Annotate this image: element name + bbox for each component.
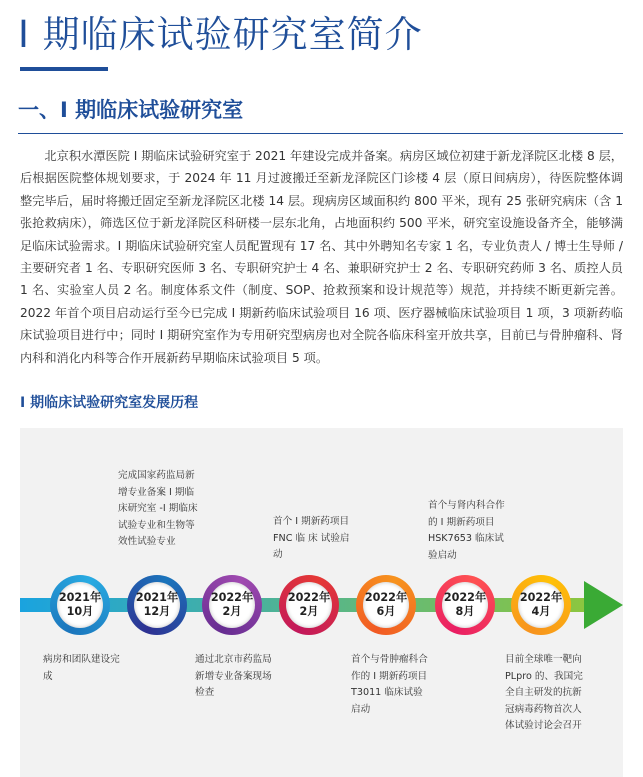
section-divider [18,133,623,134]
milestone-description: 首个 I 期新药项目 FNC 临 床 试验启动 [273,516,350,561]
milestone-node [127,575,187,635]
milestone-year: 2022年 [364,591,408,604]
milestone-node [279,575,339,635]
milestone-year: 2022年 [443,591,487,604]
milestone-year: 2022年 [210,591,254,604]
milestone-description: 完成国家药监局新增专业备案 I 期临床研究室 -I 期临床试验专业和生物等效性试验专业 [118,470,198,548]
milestone-node [50,575,110,635]
milestone-month: 6月 [376,605,396,618]
milestone-description: 病房和团队建设完成 [43,654,120,682]
timeline-heading: I 期临床试验研究室发展历程 [20,395,199,411]
milestone-month: 10月 [66,605,94,618]
timeline-arrow-head [584,581,623,629]
title-underline [20,67,108,71]
milestone-date [57,582,103,628]
milestone-description: 首个与肾内科合作的 I 期新药项目 HSK7653 临床试验启动 [428,500,505,561]
milestone-month: 2月 [299,605,319,618]
milestone-description: 目前全球唯一靶向 PLpro 的、我国完全自主研发的抗新冠病毒药物首次人体试验讨论会召开 [505,654,583,732]
milestone-month: 2月 [222,605,242,618]
milestone-date [518,582,564,628]
milestone-description: 通过北京市药监局新增专业备案现场检查 [195,654,272,699]
milestone-year: 2021年 [58,591,102,604]
milestone-month: 8月 [455,605,475,618]
milestone-node [435,575,495,635]
milestone-month: 12月 [143,605,171,618]
milestone-description: 首个与骨肿瘤科合作的 I 期新药项目 T3011 临床试验启动 [351,654,428,715]
milestone-year: 2021年 [135,591,179,604]
milestone-date [442,582,488,628]
milestone-date [363,582,409,628]
section-heading: 一、I 期临床试验研究室 [18,98,244,122]
milestone-year: 2022年 [519,591,563,604]
milestone-year: 2022年 [287,591,331,604]
milestone-date [209,582,255,628]
page-title: I 期临床试验研究室简介 [18,13,423,56]
milestone-node [202,575,262,635]
timeline-panel [20,428,623,777]
milestone-date [286,582,332,628]
milestone-date [134,582,180,628]
milestone-node [511,575,571,635]
milestone-node [356,575,416,635]
intro-paragraph: 北京积水潭医院 I 期临床试验研究室于 2021 年建设完成并备案。病房区域位初建于新龙泽院区北楼 8 层，后根据医院整体规划要求，于 2024 年 11 月过渡搬迁至新龙泽院区门诊楼 4 层（原日间病房），待医院整体调整完毕后，届时将搬迁固定至新龙泽院区北楼 14 层。现病房区域面积约 800 平米，现有 25 张研究病床（含 1 张抢救病床），筛选区位于新龙泽院区科研楼一层东北角，占地面积约 500 平米，研究室设施设备齐全，能够满足临床试验需求。I 期临床试验研究室人员配置现有 17 名、其中外聘知名专家 1 名，专业负责人 / 博士生导师 / 主要研究者 1 名、专职研究医师 3 名、专职研究护士 4 名、兼职研究护士 2 名、专职研究药师 3 名、质控人员 1 名、实验室人员 2 名。制度体系文件（制度、SOP、抢救预案和设计规范等）规范，并持续不断更新完善。2022 年首个项目启动运行至今已完成 I 期新药临床试验项目 16 项、医疗器械临床试验项目 1 项，3 项新药临床试验项目进行中；同时 I 期研究室作为专用研究型病房也对全院各临床科室开放共享，目前已与骨肿瘤科、肾内科和消化内科等合作开展新药早期临床试验项目 5 项。 [20,149,623,365]
milestone-month: 4月 [531,605,551,618]
